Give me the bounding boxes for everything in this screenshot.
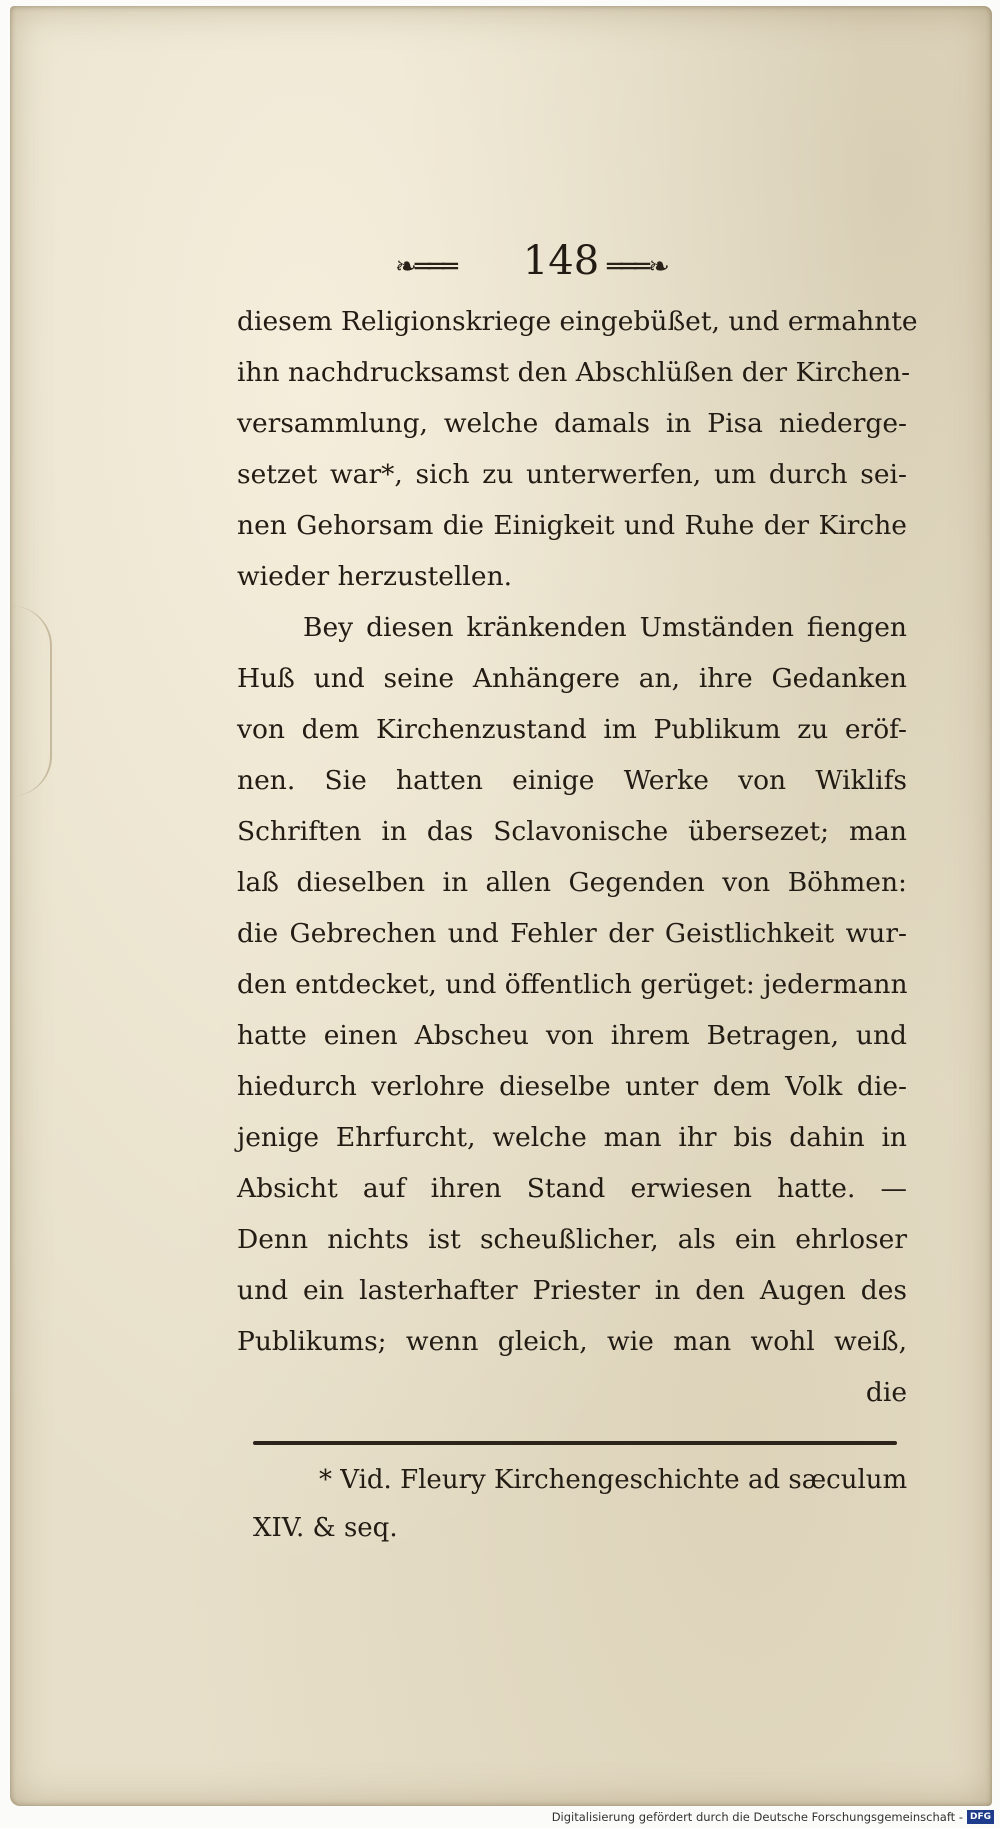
text-line: Bey diesen kränkenden Umständen fiengen [303, 612, 907, 643]
text-line: Schriften in das Sclavonische übersezet; man [237, 816, 907, 847]
text-line: jenige Ehrfurcht, welche man ihr bis dahin in [237, 1122, 907, 1153]
body-text [237, 296, 918, 1418]
page-header [395, 238, 725, 290]
text-line: Denn nichts ist scheußlicher, als ein ehrloser [237, 1224, 907, 1255]
text-line: diesem Religionskriege eingebüßet, und ermahnte [237, 306, 918, 337]
credit-text: Digitalisierung gefördert durch die Deutsche Forschungsgemeinschaft - [551, 1810, 963, 1824]
text-line: von dem Kirchenzustand im Publikum zu eröf- [237, 714, 907, 745]
dfg-logo-icon: DFG [967, 1810, 994, 1824]
text-line: Huß und seine Anhängere an, ihre Gedanken [237, 663, 907, 694]
text-line: den entdecket, und öffentlich gerüget: jedermann [237, 969, 908, 1000]
ornament-right-icon: ═══❧ [607, 252, 668, 282]
catchword: die [865, 1377, 907, 1408]
text-line: laß dieselben in allen Gegenden von Böhmen: [237, 867, 907, 898]
text-line: und ein lasterhafter Priester in den Augen des [237, 1275, 907, 1306]
footnote [253, 1456, 908, 1552]
text-line: versammlung, welche damals in Pisa niederge- [237, 408, 907, 439]
text-line: hiedurch verlohre dieselbe unter dem Volk die- [237, 1071, 907, 1102]
footnote-rule [253, 1441, 897, 1445]
text-line: nen. Sie hatten einige Werke von Wiklifs [237, 765, 907, 796]
footnote-line: XIV. & seq. [253, 1513, 398, 1543]
digitization-credit [552, 1808, 994, 1826]
text-line: nen Gehorsam die Einigkeit und Ruhe der Kirche [237, 510, 907, 541]
ornament-left-icon: ❧═══ [395, 252, 456, 282]
page-number: 148 [522, 238, 600, 284]
text-line: setzet war*, sich zu unterwerfen, um durch sei- [237, 459, 907, 490]
text-line: ihn nachdrucksamst den Abschlüßen der Kirchen- [237, 357, 911, 388]
text-line: wieder herzustellen. [237, 561, 513, 592]
footnote-line: * Vid. Fleury Kirchengeschichte ad sæculum [319, 1465, 908, 1495]
paper-fold-edge [10, 606, 52, 796]
text-line: die Gebrechen und Fehler der Geistlichkeit wur- [237, 918, 907, 949]
text-line: Publikums; wenn gleich, wie man wohl weiß, [237, 1326, 907, 1357]
text-line: hatte einen Abscheu von ihrem Betragen, und [237, 1020, 907, 1051]
text-line: Absicht auf ihren Stand erwiesen hatte. — [237, 1173, 907, 1204]
